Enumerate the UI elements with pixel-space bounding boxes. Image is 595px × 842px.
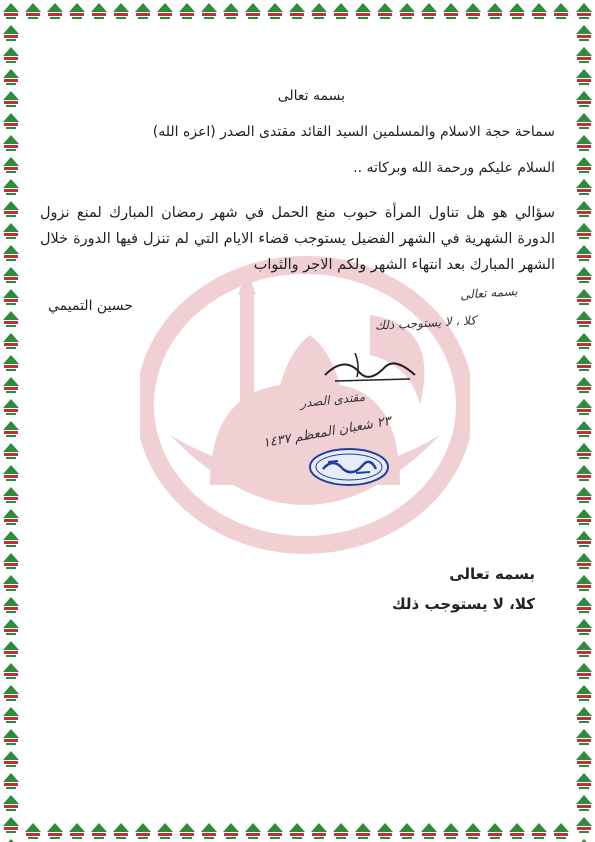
decorative-border-left bbox=[0, 0, 22, 842]
decorative-border-right bbox=[573, 0, 595, 842]
decorative-border-top bbox=[0, 0, 595, 22]
letter-question: سؤالي هو هل تناول المرأة حبوب منع الحمل في شهر رمضان المبارك لمنع نزول الدورة الشهرية في الشهر الفضيل يستوجب قضاء الايام التي لم تنزل فيها الدورة خلال الشهر المبارك بعد انتهاء الشهر ولكم الاجر والثواب bbox=[40, 205, 555, 273]
letter-addressee: سماحة حجة الاسلام والمسلمين السيد القائد مقتدى الصدر (اعزه الله) bbox=[152, 124, 555, 140]
decorative-border-bottom bbox=[0, 820, 595, 842]
letter-greeting: السلام عليكم ورحمة الله وبركاته .. bbox=[353, 160, 555, 176]
typed-reply-answer: كلا، لا يستوجب ذلك bbox=[391, 595, 535, 613]
letter-basmala: بسمه تعالى bbox=[277, 88, 345, 104]
handwritten-name: مقتدى الصدر bbox=[299, 389, 366, 411]
sender-name: حسين التميمي bbox=[48, 298, 133, 314]
handwritten-signature bbox=[315, 345, 425, 395]
official-seal-stamp bbox=[308, 447, 390, 487]
typed-reply-basmala: بسمه تعالى bbox=[449, 565, 535, 583]
handwritten-basmala: بسمه تعالى bbox=[459, 284, 519, 302]
handwritten-date: ٢٣ شعبان المعظم ١٤٣٧ bbox=[261, 413, 392, 452]
handwritten-answer: كلا ، لا يستوجب ذلك bbox=[374, 313, 477, 333]
